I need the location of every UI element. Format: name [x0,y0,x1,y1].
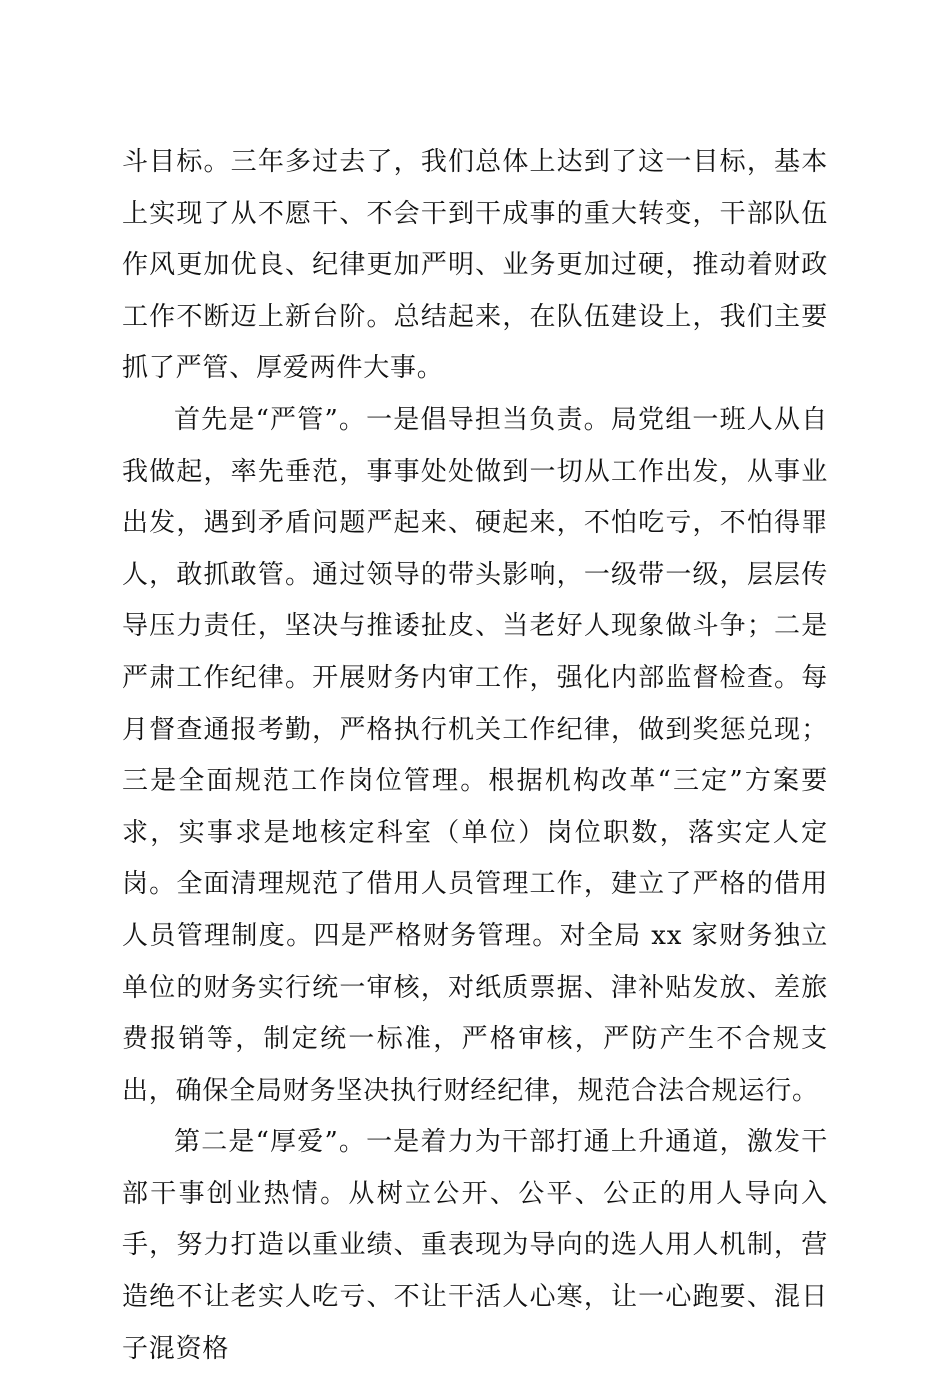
paragraph-care: 第二是“厚爱”。一是着力为干部打通上升通道，激发干部干事创业热情。从树立公开、公平、公正的用人导向入手，努力打造以重业绩、重表现为导向的选人用人机制，营造绝不让老实人吃亏、不让干活人心寒，让一心跑要、混日子混资格 [122,1127,828,1364]
paragraph-continuation: 斗目标。三年多过去了，我们总体上达到了这一目标，基本上实现了从不愿干、不会干到干成事的重大转变，干部队伍作风更加优良、纪律更加严明、业务更加过硬，推动着财政工作不断迈上新台阶。总结起来，在队伍建设上，我们主要抓了严管、厚爱两件大事。 [122,147,828,384]
document-body [122,137,828,1375]
paragraph-strict-management: 首先是“严管”。一是倡导担当负责。局党组一班人从自我做起，率先垂范，事事处处做到一切从工作出发，从事业出发，遇到矛盾问题严起来、硬起来，不怕吃亏，不怕得罪人，敢抓敢管。通过领导的带头影响，一级带一级，层层传导压力责任，坚决与推诿扯皮、当老好人现象做斗争；二是严肃工作纪律。开展财务内审工作，强化内部监督检查。每月督查通报考勤，严格执行机关工作纪律，做到奖惩兑现；三是全面规范工作岗位管理。根据机构改革“三定”方案要求，实事求是地核定科室（单位）岗位职数，落实定人定岗。全面清理规范了借用人员管理工作，建立了严格的借用人员管理制度。四是严格财务管理。对全局 xx 家财务独立单位的财务实行统一审核，对纸质票据、津补贴发放、差旅费报销等，制定统一标准，严格审核，严防产生不合规支出，确保全局财务坚决执行财经纪律，规范合法合规运行。 [122,404,828,1106]
